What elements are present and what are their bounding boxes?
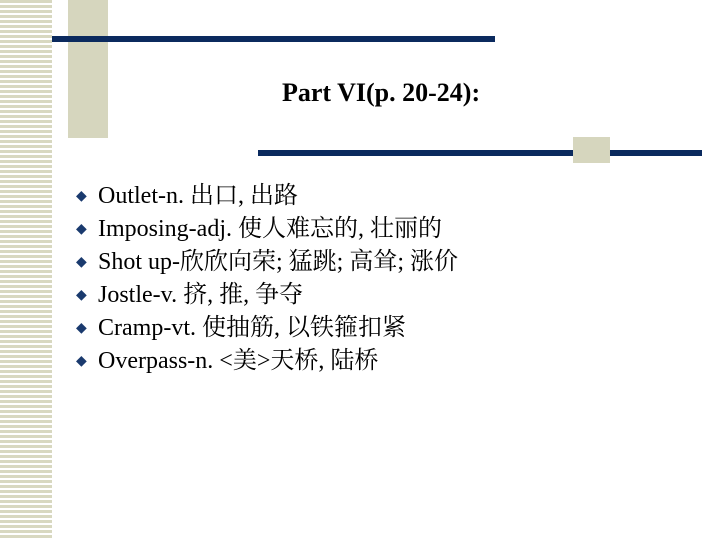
list-item-text: Overpass-n. <美>天桥, 陆桥 <box>98 348 379 374</box>
bullet-list <box>76 180 458 378</box>
list-item <box>76 345 458 378</box>
list-item <box>76 180 458 213</box>
list-item-text: Outlet-n. 出口, 出路 <box>98 183 298 209</box>
diamond-bullet-icon: ◆ <box>76 189 87 204</box>
list-item <box>76 246 458 279</box>
list-item <box>76 213 458 246</box>
top-deco-square <box>68 0 108 138</box>
top-rule <box>52 36 495 42</box>
list-item-text: Jostle-v. 挤, 推, 争夺 <box>98 282 304 308</box>
diamond-bullet-icon: ◆ <box>76 255 87 270</box>
slide-title: Part VI(p. 20-24): <box>282 78 481 107</box>
bottom-rule <box>258 150 702 156</box>
list-item-text: Shot up-欣欣向荣; 猛跳; 高耸; 涨价 <box>98 249 459 275</box>
list-item <box>76 312 458 345</box>
diamond-bullet-icon: ◆ <box>76 354 87 369</box>
list-item <box>76 279 458 312</box>
right-deco-square <box>573 137 610 163</box>
list-item-text: Cramp-vt. 使抽筋, 以铁箍扣紧 <box>98 315 406 341</box>
left-stripe-decoration <box>0 0 52 540</box>
list-item-text: Imposing-adj. 使人难忘的, 壮丽的 <box>98 216 442 242</box>
diamond-bullet-icon: ◆ <box>76 288 87 303</box>
diamond-bullet-icon: ◆ <box>76 321 87 336</box>
diamond-bullet-icon: ◆ <box>76 222 87 237</box>
